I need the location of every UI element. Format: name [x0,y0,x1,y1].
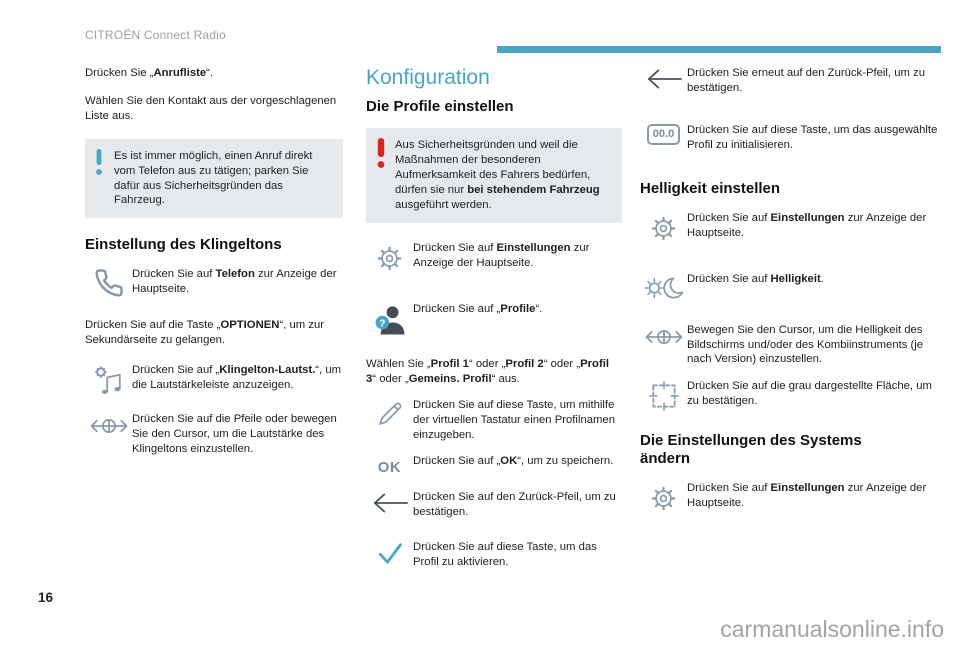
instruction-text: Drücken Sie auf Einstellungen zur Anzeige der Hauptseite. [413,241,590,269]
instruction-text: Drücken Sie auf Helligkeit. [687,272,824,285]
paragraph-optionen: Drücken Sie auf die Taste „OPTIONEN“, um zur Sekundärseite zu gelangen. [85,319,325,347]
warning-note-box [366,128,622,223]
instruction-row [366,241,622,275]
instruction-text: Drücken Sie auf diese Taste, um mithilfe der virtuellen Tastatur einen Profilnamen einzugeben. [413,398,615,441]
heading-brightness: Helligkeit einstellen [640,179,781,197]
instruction-text: Drücken Sie auf Telefon zur Anzeige der Hauptseite. [132,268,337,296]
info-note-text: Es ist immer möglich, einen Anruf direkt vom Telefon aus zu tätigen; parken Sie dafür aus Sicherheitsgründen das Fahrzeug. [114,149,313,207]
instruction-text: Drücken Sie auf „Profile“. [413,302,543,315]
instruction-text: Drücken Sie auf die Pfeile oder bewegen Sie den Cursor, um die Lautstärke des Klingeltons einzustellen. [132,413,337,455]
instruction-row [640,481,940,515]
slider-arrows-icon [85,412,132,439]
instruction-row [640,272,940,303]
instruction-text: Drücken Sie auf „Klingelton-Lautst.“, um die Lautstärkeleiste anzuzeigen. [132,364,342,392]
reset-profile-icon: 00.0 [640,123,687,145]
paragraph-profile-select: Wählen Sie „Profil 1“ oder „Profil 2“ oder „Profil 3“ oder „Gemeins. Profil“ aus. [366,357,609,385]
phone-icon [85,267,132,298]
info-icon [94,149,104,181]
back-arrow-icon [366,490,413,515]
column-middle [366,66,622,570]
instruction-row [85,412,343,457]
heading-system-settings: Die Einstellungen des Systems ändern [640,432,862,468]
instruction-row [640,323,940,368]
paragraph-anrufliste: Drücken Sie „Anrufliste“. [85,67,214,79]
heading-ringtone: Einstellung des Klingeltons [85,236,282,254]
instruction-row [640,66,940,96]
column-right [640,66,940,515]
back-arrow-icon [640,66,687,91]
paragraph-kontakt: Wählen Sie den Kontakt aus der vorgeschlagenen Liste aus. [85,94,337,122]
settings-gear-icon [640,481,687,515]
column-left [85,66,343,457]
ok-icon: OK [377,459,402,477]
instruction-text: Drücken Sie auf die grau dargestellte Fläche, um zu bestätigen. [687,380,932,408]
header-accent-bar [497,46,941,53]
watermark: carmanualsonline.info [720,616,944,642]
settings-gear-icon [366,241,413,275]
confirm-area-icon [640,379,687,412]
warning-icon [375,138,387,174]
ringtone-notes-icon [85,363,132,400]
instruction-row [366,398,622,443]
instruction-text: Drücken Sie auf „OK“, um zu speichern. [413,455,614,468]
instruction-text: Drücken Sie auf diese Taste, um das ausgewählte Profil zu initialisieren. [687,123,938,151]
profile-question-icon [366,302,413,337]
instruction-row [366,454,622,478]
instruction-row [85,363,343,400]
instruction-text: Drücken Sie auf den Zurück-Pfeil, um zu bestätigen. [413,491,616,519]
instruction-text: Drücken Sie auf diese Taste, um das Profil zu aktivieren. [413,541,597,568]
instruction-text: Bewegen Sie den Cursor, um die Helligkeit des Bildschirms und/oder des Kombiinstruments (je nach Version) einzustellen. [687,323,924,366]
instruction-row [640,211,940,245]
heading-profile: Die Profile einstellen [366,98,514,116]
instruction-row [366,490,622,520]
instruction-text: Drücken Sie erneut auf den Zurück-Pfeil, um zu bestätigen. [687,67,925,94]
page-number: 16 [38,590,54,605]
info-note-box [85,139,343,219]
instruction-row [640,379,940,412]
instruction-text: Drücken Sie auf Einstellungen zur Anzeige der Hauptseite. [687,482,927,510]
manual-title: CITROËN Connect Radio [85,28,226,42]
instruction-row [85,267,343,298]
check-icon [366,540,413,566]
pencil-icon [366,398,413,430]
section-title-konfiguration: Konfiguration [366,66,490,89]
warning-note-text: Aus Sicherheitsgründen und weil die Maßnahmen der besonderen Aufmerksamkeit des Fahrers bedürfen, dürfen sie nur bei stehendem Fahrzeug ausgeführt werden. [395,139,600,211]
brightness-sun-moon-icon [640,272,687,303]
instruction-row [640,123,940,153]
slider-arrows-icon [640,323,687,350]
instruction-row [366,540,622,570]
settings-gear-icon [640,211,687,245]
instruction-text: Drücken Sie auf Einstellungen zur Anzeige der Hauptseite. [687,211,927,239]
svg-text:?: ? [378,318,385,330]
instruction-row [366,302,622,337]
